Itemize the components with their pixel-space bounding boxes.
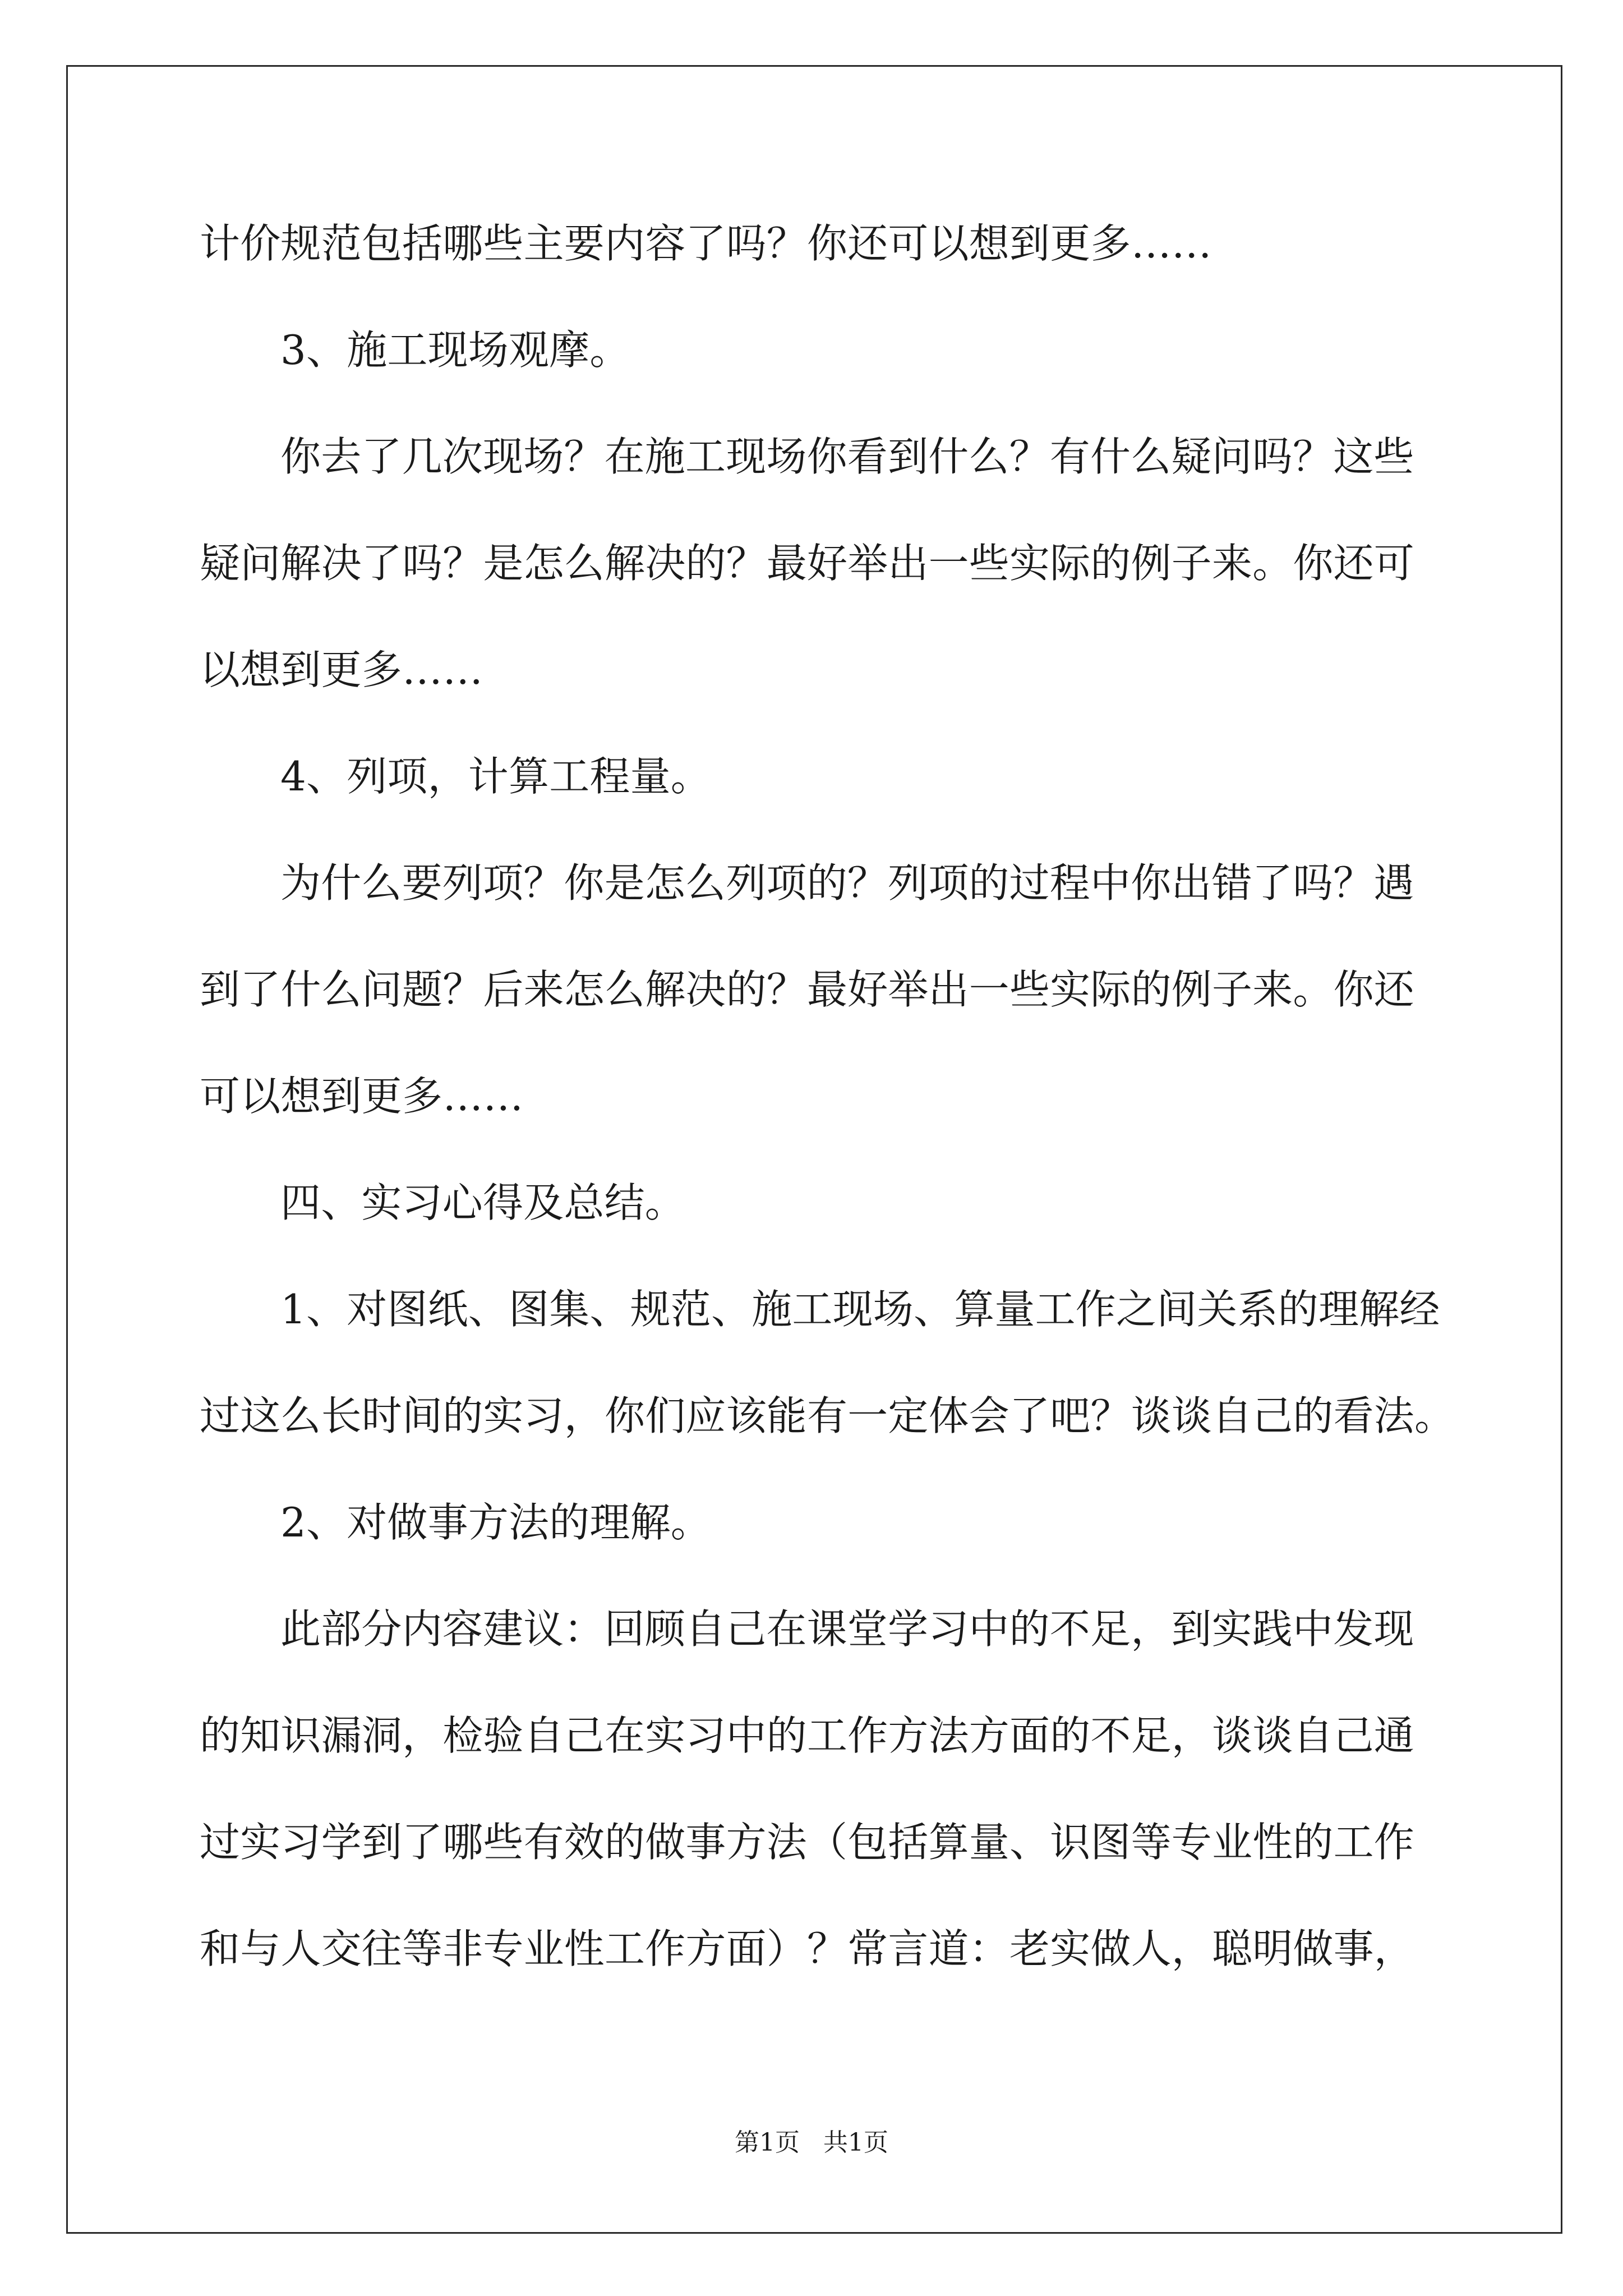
- text-line: 四、实习心得及总结。: [280, 1179, 686, 1226]
- text-line: 你去了几次现场？在施工现场你看到什么？有什么疑问吗？这些: [280, 433, 1414, 480]
- text-line: 计价规范包括哪些主要内容了吗？你还可以想到更多……: [200, 220, 1212, 267]
- page-border: [66, 65, 1562, 2234]
- text-line: 和与人交往等非专业性工作方面）？常言道：老实做人，聪明做事，: [200, 1925, 1415, 1972]
- page-total: 共1页: [823, 2128, 888, 2157]
- text-line: 为什么要列项？你是怎么列项的？列项的过程中你出错了吗？遇: [280, 859, 1414, 907]
- page-footer: [0, 2126, 1623, 2160]
- text-line: 可以想到更多……: [200, 1073, 524, 1120]
- text-line: 2、对做事方法的理解。: [280, 1499, 712, 1546]
- page-number: 第1页: [735, 2128, 800, 2157]
- text-line: 1、对图纸、图集、规范、施工现场、算量工作之间关系的理解经: [280, 1286, 1440, 1333]
- text-line: 过实习学到了哪些有效的做事方法（包括算量、识图等专业性的工作: [200, 1819, 1415, 1866]
- text-line: 4、列项，计算工程量。: [280, 753, 712, 800]
- text-line: 3、施工现场观摩。: [280, 326, 630, 374]
- text-line: 此部分内容建议：回顾自己在课堂学习中的不足，到实践中发现: [280, 1605, 1414, 1653]
- text-line: 以想到更多……: [200, 646, 483, 693]
- text-line: 疑问解决了吗？是怎么解决的？最好举出一些实际的例子来。你还可: [200, 540, 1415, 587]
- text-line: 过这么长时间的实习，你们应该能有一定体会了吧？谈谈自己的看法。: [200, 1392, 1455, 1439]
- text-line: 的知识漏洞，检验自己在实习中的工作方法方面的不足，谈谈自己通: [200, 1712, 1415, 1759]
- text-line: 到了什么问题？后来怎么解决的？最好举出一些实际的例子来。你还: [200, 966, 1415, 1013]
